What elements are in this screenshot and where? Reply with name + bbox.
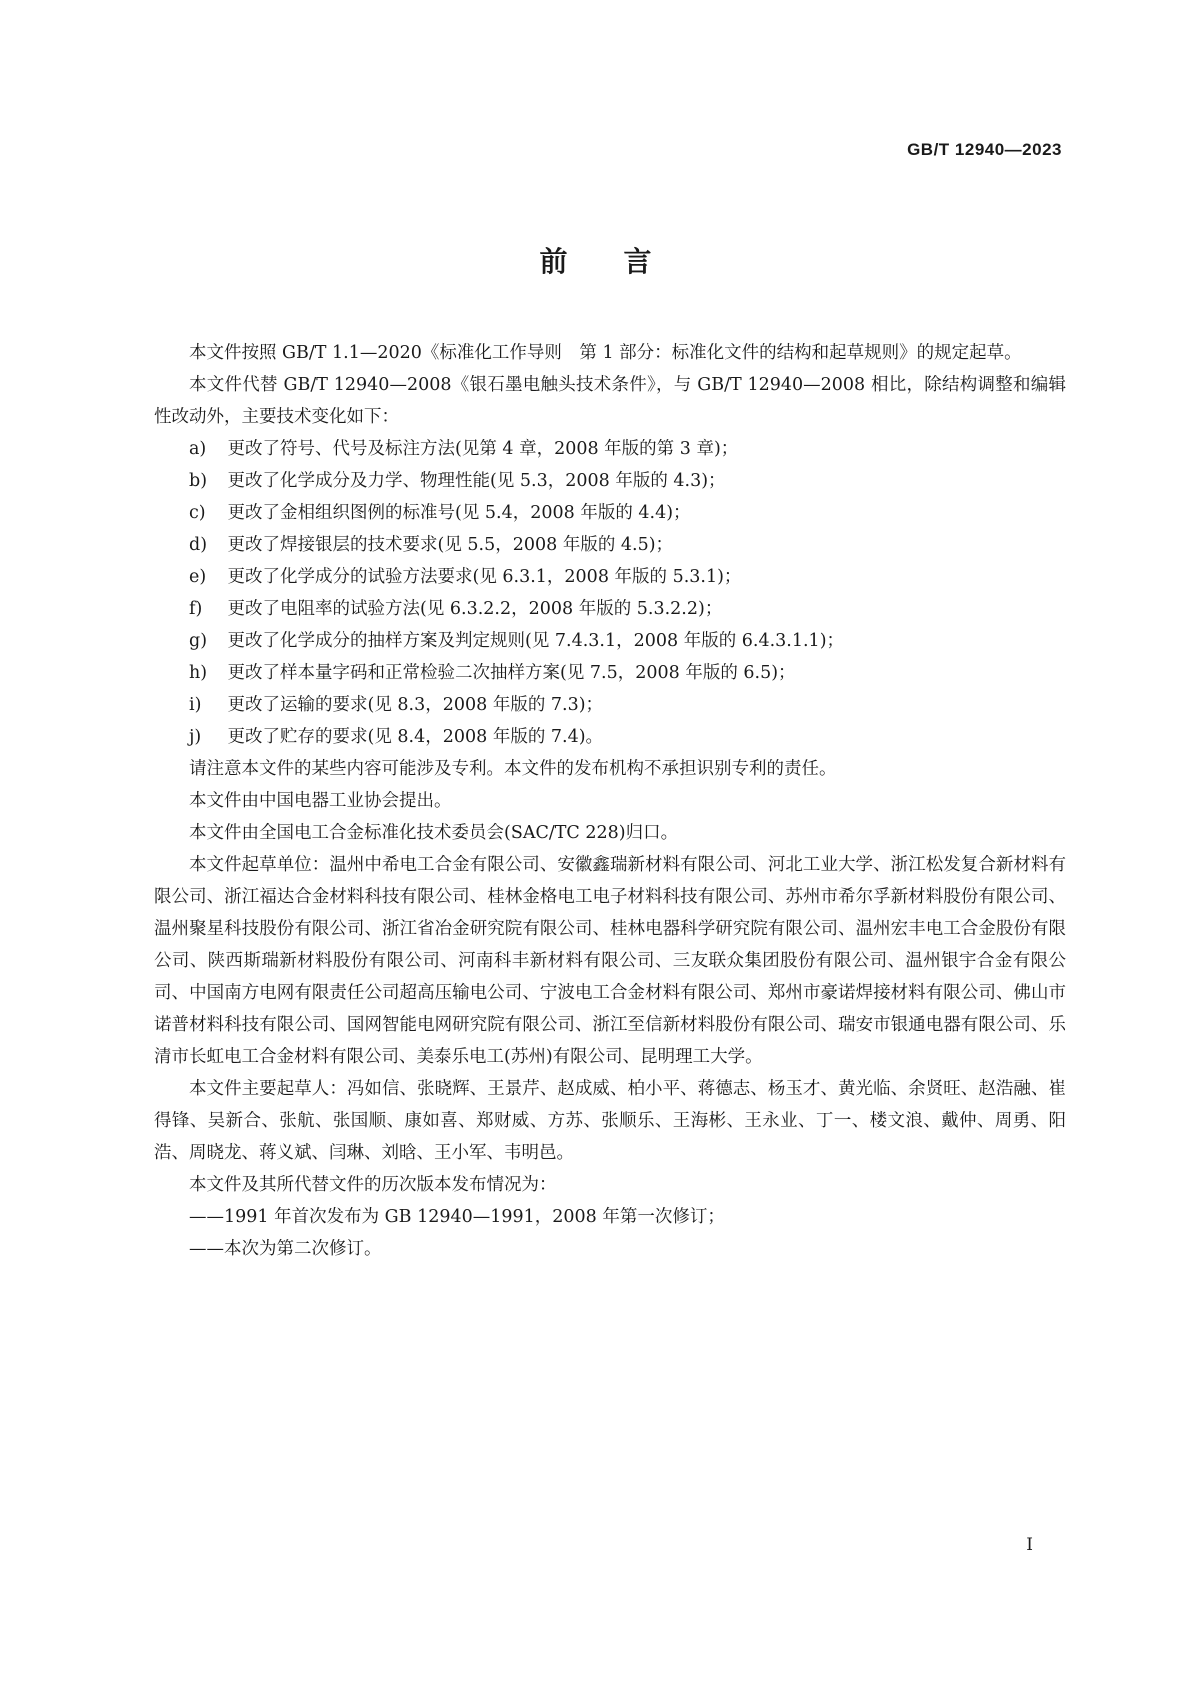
paragraph-patent-notice: 请注意本文件的某些内容可能涉及专利。本文件的发布机构不承担识别专利的责任。 [189,759,837,779]
list-text: 更改了贮存的要求(见 8.4，2008 年版的 7.4)。 [227,727,604,747]
list-marker: h) [189,663,208,683]
paragraph-drafting-basis: 本文件按照 GB/T 1.1—2020《标准化工作导则 第 1 部分：标准化文件的结构和起草规则》的规定起草。 [189,343,1022,363]
list-item [154,497,1066,529]
list-item [154,657,1066,689]
list-item [154,465,1066,497]
paragraph-drafters: 本文件主要起草人：冯如信、张晓辉、王景芹、赵成威、柏小平、蒋德志、杨玉才、黄光临、余贤旺、赵浩融、崔得锋、吴新合、张航、张国顺、康如喜、郑财威、方苏、张顺乐、王海彬、王永业、丁一、楼文浪、戴仲、周勇、阳浩、周晓龙、蒋义斌、闫琳、刘晗、王小军、韦明邑。 [154,1079,1066,1163]
list-text: 更改了符号、代号及标注方法(见第 4 章，2008 年版的第 3 章)； [227,439,739,459]
list-marker: a) [189,439,207,459]
list-marker: j) [189,727,202,747]
paragraph-centralized-by: 本文件由全国电工合金标准化技术委员会(SAC/TC 228)归口。 [189,823,679,843]
page-number: I [1026,1535,1033,1555]
list-marker: f) [189,599,203,619]
paragraph-drafting-units: 本文件起草单位：温州中希电工合金有限公司、安徽鑫瑞新材料有限公司、河北工业大学、浙江松发复合新材料有限公司、浙江福达合金材料科技有限公司、桂林金格电工电子材料科技有限公司、苏州市希尔孚新材料股份有限公司、温州聚星科技股份有限公司、浙江省冶金研究院有限公司、桂林电器科学研究院有限公司、温州宏丰电工合金股份有限公司、陕西斯瑞新材料股份有限公司、河南科丰新材料有限公司、三友联众集团股份有限公司、温州银宇合金有限公司、中国南方电网有限责任公司超高压输电公司、宁波电工合金材料有限公司、郑州市豪诺焊接材料有限公司、佛山市诺普材料科技有限公司、国网智能电网研究院有限公司、浙江至信新材料股份有限公司、瑞安市银通电器有限公司、乐清市长虹电工合金材料有限公司、美泰乐电工(苏州)有限公司、昆明理工大学。 [154,855,1066,1067]
list-text: 更改了化学成分的抽样方案及判定规则(见 7.4.3.1，2008 年版的 6.4.3.1.1)； [227,631,845,651]
list-marker: c) [189,503,206,523]
standard-code: GB/T 12940—2023 [907,140,1062,159]
list-item [154,529,1066,561]
list-item [154,625,1066,657]
list-item [154,433,1066,465]
list-item [154,561,1066,593]
list-marker: d) [189,535,208,555]
paragraph-replacement: 本文件代替 GB/T 12940—2008《银石墨电触头技术条件》，与 GB/T 12940—2008 相比，除结构调整和编辑性改动外，主要技术变化如下： [154,375,1066,427]
list-text: 更改了焊接银层的技术要求(见 5.5，2008 年版的 4.5)； [227,535,674,555]
paragraph-proposed-by: 本文件由中国电器工业协会提出。 [189,791,452,811]
list-marker: e) [189,567,207,587]
list-marker: i) [189,695,202,715]
list-text: 更改了运输的要求(见 8.3，2008 年版的 7.3)； [227,695,604,715]
history-item: ——本次为第二次修订。 [189,1239,382,1259]
list-text: 更改了样本量字码和正常检验二次抽样方案(见 7.5，2008 年版的 6.5)； [227,663,796,683]
list-item [154,721,1066,753]
list-text: 更改了化学成分的试验方法要求(见 6.3.1，2008 年版的 5.3.1)； [227,567,742,587]
list-text: 更改了化学成分及力学、物理性能(见 5.3，2008 年版的 4.3)； [227,471,726,491]
history-item: ——1991 年首次发布为 GB 12940—1991，2008 年第一次修订； [189,1207,725,1227]
list-item [154,593,1066,625]
list-text: 更改了金相组织图例的标准号(见 5.4，2008 年版的 4.4)； [227,503,691,523]
list-marker: b) [189,471,208,491]
paragraph-history-intro: 本文件及其所代替文件的历次版本发布情况为： [189,1175,557,1195]
list-marker: g) [189,631,208,651]
list-item [154,689,1066,721]
list-text: 更改了电阻率的试验方法(见 6.3.2.2，2008 年版的 5.3.2.2)； [227,599,723,619]
document-body [154,337,1066,1265]
page-title: 前言 [539,245,708,278]
